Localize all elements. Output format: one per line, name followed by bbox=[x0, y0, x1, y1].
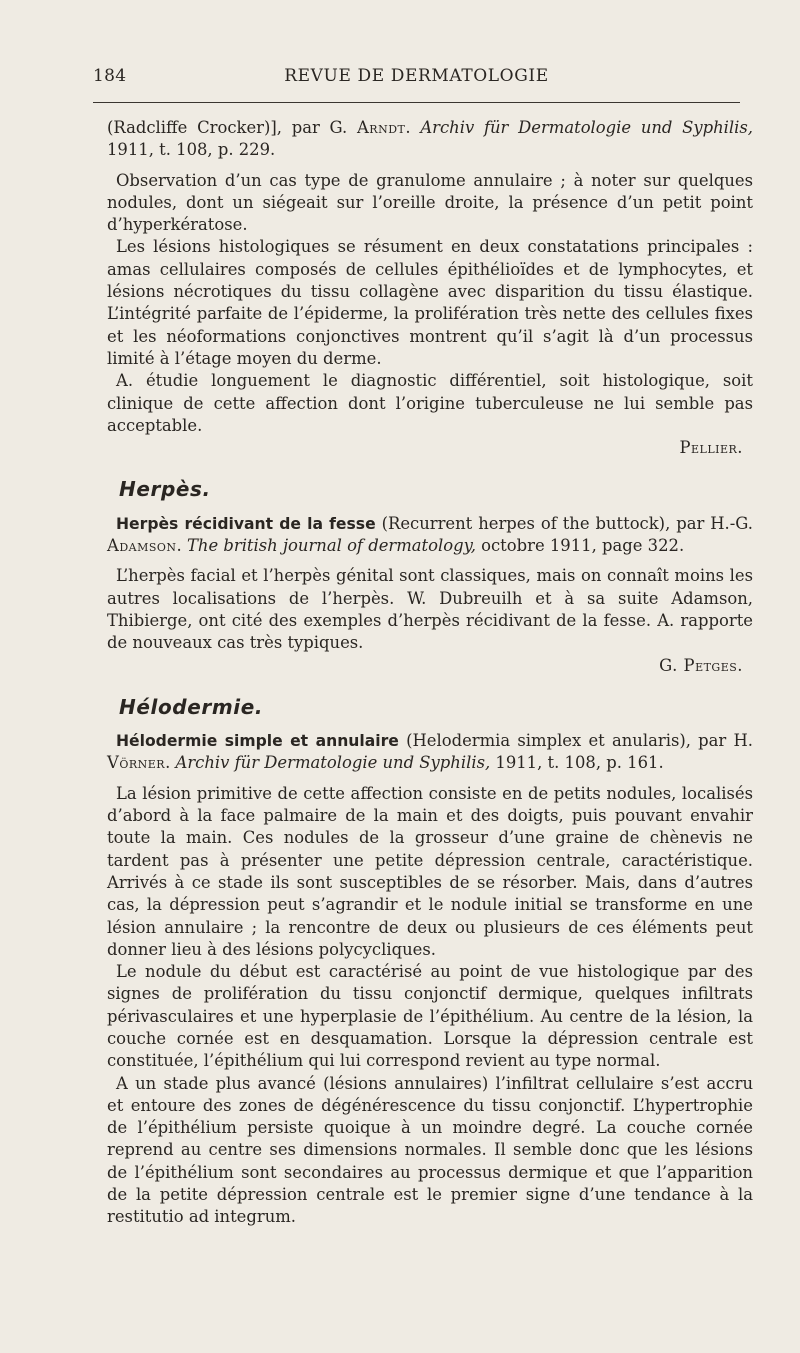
helodermie-paragraph-2: Le nodule du début est caractérisé au point de vue histologique par des signes de prolifération du tissu conjonctif dermique, quelques infiltrats périvasculaires et une hyperplasie de l’épithélium. Au centre de la lésion, la couche cornée est en desquamation. Lorsque la dépression centrale est constituée, l’épithélium qui lui correspond revient au type normal. bbox=[107, 962, 753, 1071]
page-header bbox=[93, 66, 740, 90]
page-number: 184 bbox=[93, 66, 127, 86]
page-body bbox=[107, 117, 753, 1229]
signature-pellier: Pellier. bbox=[679, 438, 743, 458]
article-title-helodermie: Hélodermie simple et annulaire bbox=[116, 732, 399, 751]
author-adamson: Adamson bbox=[107, 536, 177, 556]
citation-text: (Helodermia simplex et anularis), par H. bbox=[398, 731, 753, 751]
citation-sep: . bbox=[176, 536, 187, 556]
arndt-paragraph-3: A. étudie longuement le diagnostic différentiel, soit histologique, soit clinique de cette affection dont l’origine tuberculeuse ne lui semble pas acceptable. bbox=[107, 371, 753, 435]
arndt-paragraph-2: Les lésions histologiques se résument en deux constatations principales : amas cellulaires composés de cellules épithélioïdes et de lymphocytes, et lésions nécrotiques du tissu collagène avec disparition du tissu élastique. L’intégrité parfaite de l’épiderme, la prolifération très nette des cellules fixes et les néoformations conjonctives montrent qu’il s’agit là d’un processus limité à l’étage moyen du derme. bbox=[107, 237, 753, 368]
citation-text: (Recurrent herpes of the buttock), par H.-G. bbox=[375, 513, 754, 533]
article-title-herpes: Herpès récidivant de la fesse bbox=[116, 514, 376, 533]
header-rule bbox=[93, 102, 740, 103]
citation-details: octobre 1911, page 322. bbox=[475, 536, 685, 556]
herpes-signature-row bbox=[107, 655, 753, 677]
journal-archiv: Archiv für Dermatologie und Syphilis, bbox=[420, 118, 754, 137]
arndt-paragraph-1: Observation d’un cas type de granulome annulaire ; à noter sur quelques nodules, dont un siégeait sur l’oreille droite, la présence d’un petit point d’hyperkératose. bbox=[107, 170, 753, 235]
signature-petges: G. Petges. bbox=[659, 655, 743, 675]
helodermie-paragraph-3: A un stade plus avancé (lésions annulaires) l’infiltrat cellulaire s’est accru et entoure des zones de dégénérescence du tissu conjonctif. L’hypertrophie de l’épithélium persiste quoique à un moindre degré. La couche cornée reprend au centre ses dimensions normales. Il semble donc que les lésions de l’épithélium sont secondaires au processus dermique et que l’apparition de la petite dépression centrale est le premier signe d’une tendance à la restitutio ad integrum. bbox=[107, 1073, 753, 1227]
journal-british: The british journal of dermatology, bbox=[186, 536, 476, 556]
citation-details: 1911, t. 108, p. 229. bbox=[107, 140, 276, 160]
citation-details: 1911, t. 108, p. 161. bbox=[490, 753, 664, 773]
journal-archiv: Archiv für Dermatologie und Syphilis, bbox=[175, 753, 491, 773]
citation-text: (Radcliffe Crocker)], par G. bbox=[107, 118, 357, 137]
herpes-citation bbox=[107, 513, 753, 558]
arndt-citation bbox=[107, 117, 753, 162]
author-arndt: Arndt bbox=[356, 118, 406, 137]
citation-sep: . bbox=[165, 753, 176, 773]
section-heading-herpes: Herpès. bbox=[119, 477, 211, 502]
citation-sep: . bbox=[405, 118, 421, 137]
section-heading-helodermie: Hélodermie. bbox=[119, 694, 264, 719]
arndt-signature-row bbox=[107, 437, 753, 459]
author-vorner: Vörner bbox=[107, 753, 166, 773]
herpes-paragraph-1: L’herpès facial et l’herpès génital sont classiques, mais on connaît moins les autres localisations de l’herpès. W. Dubreuilh et à sa suite Adamson, Thibierge, ont cité des exemples d’herpès récidivant de la fesse. A. rapporte de nouveaux cas très typiques. bbox=[107, 566, 753, 653]
running-title: REVUE DE DERMATOLOGIE bbox=[284, 66, 549, 86]
helodermie-citation bbox=[107, 730, 753, 775]
helodermie-paragraph-1: La lésion primitive de cette affection consiste en de petits nodules, localisés d’abord à la face palmaire de la main et des doigts, puis pouvant envahir toute la main. Ces nodules de la grosseur d’une graine de chènevis ne tardent pas à présenter une petite dépression centrale, caractéristique. Arrivés à ce stade ils sont susceptibles de se résorber. Mais, dans d’autres cas, la dépression peut s’agrandir et le nodule initial se transforme en une lésion annulaire ; la rencontre de deux ou plusieurs de ces éléments peut donner lieu à des lésions polycycliques. bbox=[107, 783, 753, 959]
